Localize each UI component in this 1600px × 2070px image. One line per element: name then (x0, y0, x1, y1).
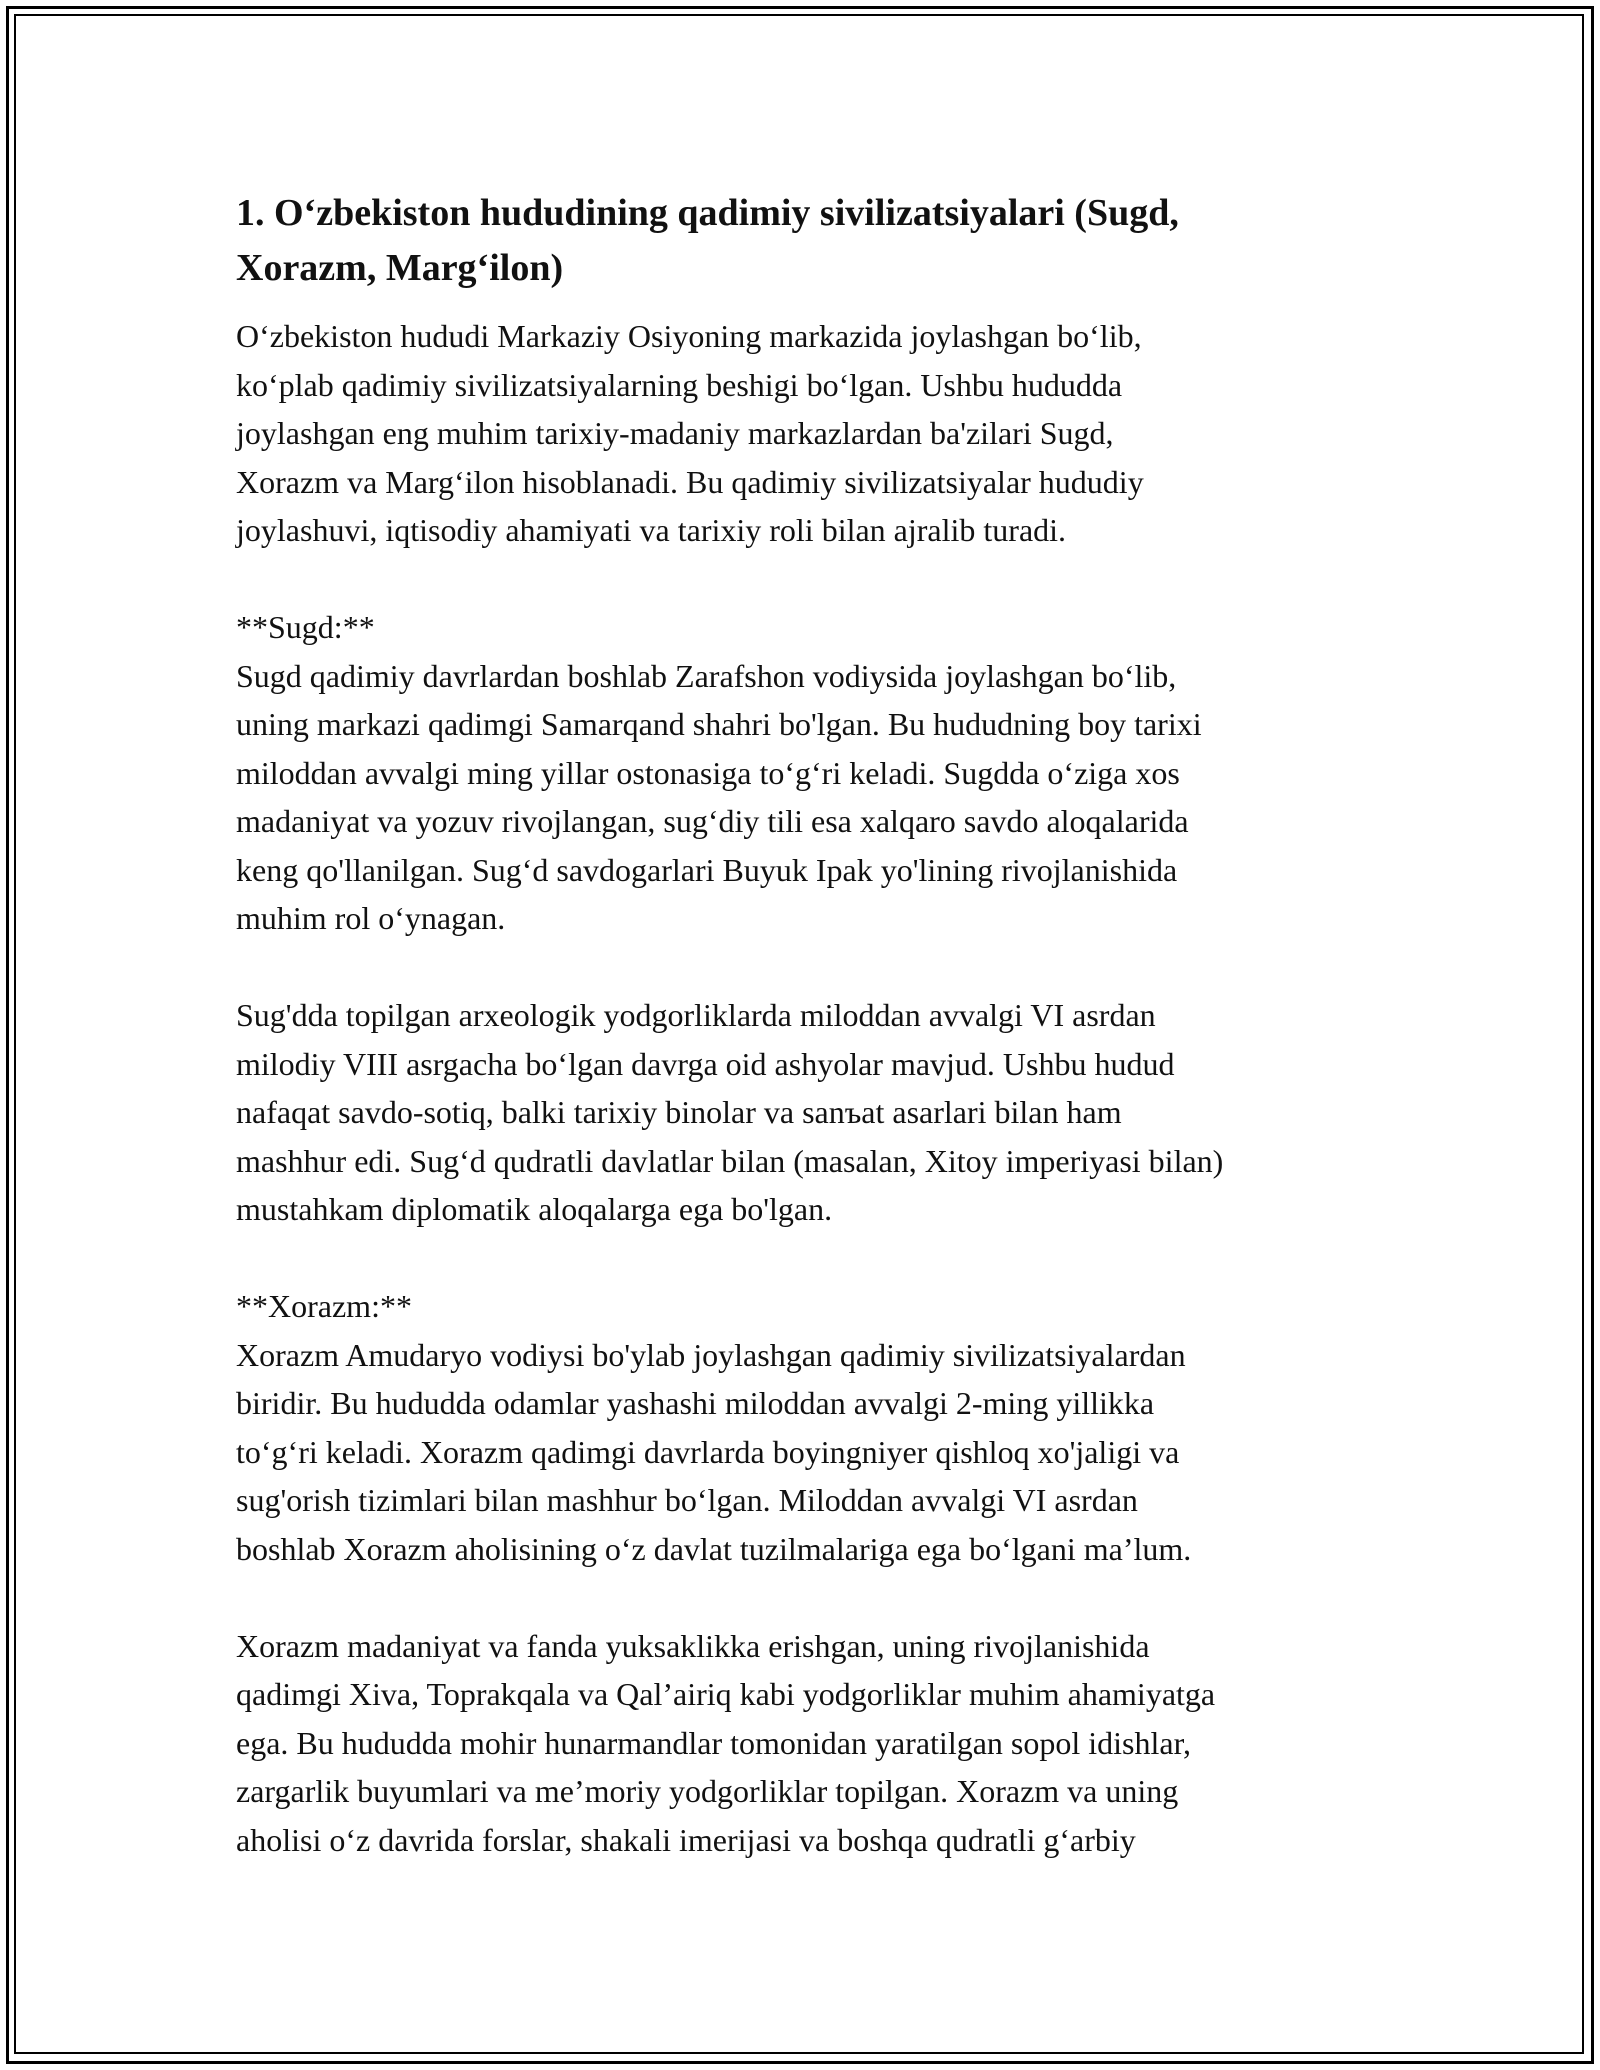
text-line: biridir. Bu hududda odamlar yashashi miloddan avvalgi 2-ming yillikka (236, 1385, 1155, 1421)
text-line: joylashuvi, iqtisodiy ahamiyati va tarixiy roli bilan ajralib turadi. (236, 512, 1067, 548)
text-line: mustahkam diplomatik aloqalarga ega bo'lgan. (236, 1191, 833, 1227)
text-line: to‘g‘ri keladi. Xorazm qadimgi davrlarda boyingniyer qishloq xo'jaligi va (236, 1433, 1180, 1470)
text-line: joylashgan eng muhim tarixiy-madaniy markazlardan ba'zilari Sugd, (236, 415, 1114, 451)
text-line: muhim rol o‘ynagan. (236, 900, 506, 936)
intro-paragraph (236, 312, 1386, 555)
document-page (236, 186, 1386, 1913)
title-line: Xorazm, Marg‘ilon) (236, 247, 564, 289)
xorazm-culture-paragraph (236, 1622, 1386, 1865)
text-line: Xorazm madaniyat va fanda yuksaklikka erishgan, uning rivojlanishida (236, 1627, 1150, 1664)
sugd-archaeology-paragraph (236, 991, 1386, 1234)
text-line: milodiy VIII asrgacha bo‘lgan davrga oid ashyolar mavjud. Ushbu hudud (236, 1045, 1175, 1082)
text-line: ko‘plab qadimiy sivilizatsiyalarning beshigi bo‘lgan. Ushbu hududda (236, 366, 1123, 403)
title-line: 1. O‘zbekiston hududining qadimiy sivilizatsiyalari (Sugd, (236, 192, 1179, 234)
text-line: boshlab Xorazm aholisining o‘z davlat tuzilmalariga ega bo‘lgani ma’lum. (236, 1530, 1192, 1567)
text-line: miloddan avvalgi ming yillar ostonasiga to‘g‘ri keladi. Sugdda o‘ziga xos (236, 754, 1180, 791)
text-line: aholisi o‘z davrida forslar, shakali imerijasi va boshqa qudratli g‘arbiy (236, 1821, 1136, 1858)
text-line: uning markazi qadimgi Samarqand shahri bo'lgan. Bu hududning boy tarixi (236, 706, 1202, 742)
text-line: keng qo'llanilgan. Sug‘d savdogarlari Buyuk Ipak yo'lining rivojlanishida (236, 851, 1178, 888)
xorazm-section (236, 1282, 1386, 1573)
text-line: nafaqat savdo-sotiq, balki tarixiy binolar va sanъat asarlari bilan ham (236, 1094, 1122, 1130)
text-line: O‘zbekiston hududi Markaziy Osiyoning markazida joylashgan bo‘lib, (236, 318, 1142, 354)
text-line: zargarlik buyumlari va me’moriy yodgorliklar topilgan. Xorazm va uning (236, 1773, 1179, 1809)
text-line: mashhur edi. Sug‘d qudratli davlatlar bilan (masalan, Xitoy imperiyasi bilan) (236, 1142, 1224, 1179)
section-heading-xorazm: **Xorazm:** (236, 1288, 412, 1324)
text-line: qadimgi Xiva, Toprakqala va Qal’airiq kabi yodgorliklar muhim ahamiyatga (236, 1676, 1216, 1712)
document-title (236, 186, 1386, 296)
text-line: Sug'dda topilgan arxeologik yodgorliklarda miloddan avvalgi VI asrdan (236, 997, 1156, 1033)
sugd-section (236, 603, 1386, 943)
text-line: sug'orish tizimlari bilan mashhur bo‘lgan. Miloddan avvalgi VI asrdan (236, 1482, 1138, 1518)
text-line: Xorazm Amudaryo vodiysi bo'ylab joylashgan qadimiy sivilizatsiyalardan (236, 1336, 1186, 1373)
text-line: madaniyat va yozuv rivojlangan, sug‘diy tili esa xalqaro savdo aloqalarida (236, 803, 1189, 839)
text-line: Sugd qadimiy davrlardan boshlab Zarafshon vodiysida joylashgan bo‘lib, (236, 657, 1177, 694)
section-heading-sugd: **Sugd:** (236, 609, 375, 645)
text-line: Xorazm va Marg‘ilon hisoblanadi. Bu qadimiy sivilizatsiyalar hududiy (236, 463, 1144, 500)
text-line: ega. Bu hududda mohir hunarmandlar tomonidan yaratilgan sopol idishlar, (236, 1724, 1191, 1761)
